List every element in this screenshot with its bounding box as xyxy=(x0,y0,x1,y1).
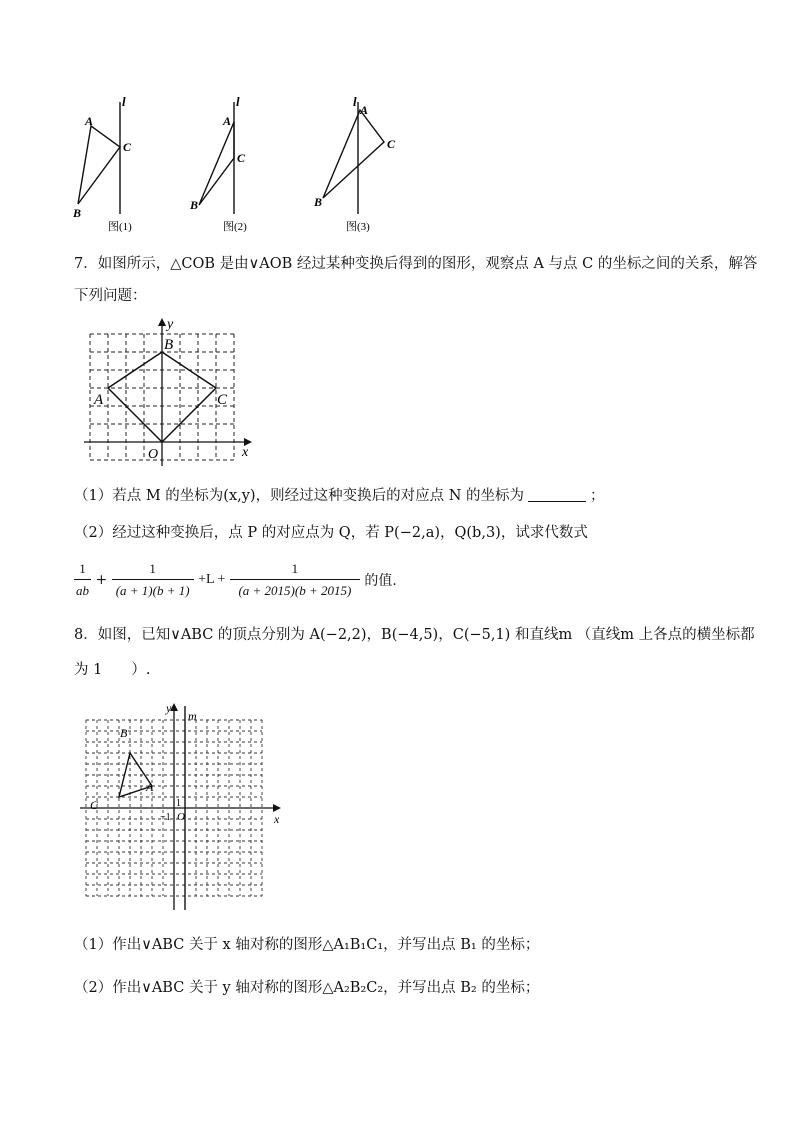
q8-one-label: 1 xyxy=(176,798,181,809)
q8-c-label: C xyxy=(90,798,99,812)
q8-m-label: m xyxy=(188,709,197,723)
q7-stem-line-1: 7．如图所示，△COB 是由∨AOB 经过某种变换后得到的图形，观察点 A 与点 C 的坐标之间的关系，解答 xyxy=(74,256,758,272)
q7-y-arrow xyxy=(158,318,166,326)
fig6-caption-3: 图(3) xyxy=(346,221,370,232)
q8-y-label: y xyxy=(166,701,172,715)
q8-stem-line-1: 8．如图，已知∨ABC 的顶点分别为 A(−2,2)，B(−4,5)，C(−5,1) 和直线m （直线m 上各点的横坐标都 xyxy=(74,627,755,643)
fig6-p3-c-label: C xyxy=(387,137,396,151)
q7-expr-tail: 的值. xyxy=(364,573,397,589)
q8-x-label: x xyxy=(274,812,280,826)
q8-x-arrow xyxy=(273,804,281,812)
q7-frac-3 xyxy=(230,561,360,599)
fig6-p3-l-label: l xyxy=(353,94,357,109)
q8-stem-line-2: 为 1 ）. xyxy=(74,662,151,678)
q7-c-label: C xyxy=(217,392,228,408)
fig6-p1-c-label: C xyxy=(123,140,132,154)
fig6-p1-b-label: B xyxy=(73,206,82,220)
q8-a-label: A xyxy=(146,780,154,794)
fig6-p2-triangle xyxy=(199,122,234,205)
q8-neg-one-label: −1 xyxy=(160,812,171,823)
q7-frac-1-num: 1 xyxy=(74,561,91,580)
fig6-caption-1: 图(1) xyxy=(108,221,132,232)
q7-frac-2-num: 1 xyxy=(112,561,194,580)
q7-stem-line-2: 下列问题： xyxy=(74,288,147,304)
q8-figure xyxy=(76,700,291,915)
fig6-p3-b-label: B xyxy=(314,195,323,209)
fig6-p1-l-label: l xyxy=(122,94,126,109)
q7-answer-blank[interactable] xyxy=(528,489,586,502)
q7-y-label: y xyxy=(167,318,174,332)
q8-o-label: O xyxy=(177,811,185,823)
q7-x-label: x xyxy=(242,445,249,460)
fig6-p2-a-label: A xyxy=(223,114,232,128)
fig6-p2-b-label: B xyxy=(190,198,199,212)
q7-b-label: B xyxy=(164,337,174,353)
q7-frac-3-den: (a + 2015)(b + 2015) xyxy=(238,583,352,598)
fig6-p2-l-label: l xyxy=(236,94,240,109)
q7-sub1-end: ； xyxy=(590,488,605,504)
q7-o-label: O xyxy=(148,447,159,462)
fig6-p3-triangle xyxy=(323,110,384,198)
fig6-p1-a-label: A xyxy=(85,114,94,128)
q7-frac-2-den: (a + 1)(b + 1) xyxy=(115,583,190,598)
q7-frac-2 xyxy=(112,561,194,599)
q7-plus-1: + xyxy=(95,572,108,588)
q7-frac-3-num: 1 xyxy=(230,561,360,580)
q8-b-label: B xyxy=(120,726,128,740)
q7-sub2: （2）经过这种变换后，点 P 的对应点为 Q，若 P(−2,a)，Q(b,3)，试求代数式 xyxy=(74,525,588,541)
fig6-caption-2: 图(2) xyxy=(223,221,247,232)
q7-sub1 xyxy=(74,484,605,505)
q7-ellipsis: +L + xyxy=(198,572,226,587)
q8-sub2: （2）作出∨ABC 关于 y 轴对称的图形△A₂B₂C₂，并写出点 B₂ 的坐标； xyxy=(74,980,540,996)
q7-sub1-text: （1）若点 M 的坐标为(x,y)，则经过这种变换后的对应点 N 的坐标为 xyxy=(74,488,524,504)
fig6-p1-triangle xyxy=(78,126,120,204)
q7-figure xyxy=(82,318,262,468)
fig6-panel-3 xyxy=(323,102,384,214)
fig6-p2-c-label: C xyxy=(237,151,246,165)
fig6-diagram xyxy=(60,92,420,232)
q8-sub1: （1）作出∨ABC 关于 x 轴对称的图形△A₁B₁C₁，并写出点 B₁ 的坐标； xyxy=(74,937,540,953)
q7-a-label: A xyxy=(94,392,104,408)
q7-frac-1-den: ab xyxy=(76,583,89,598)
q7-expression xyxy=(74,561,397,599)
fig6-p3-a-label: A xyxy=(360,103,369,117)
q7-frac-1 xyxy=(74,561,91,599)
